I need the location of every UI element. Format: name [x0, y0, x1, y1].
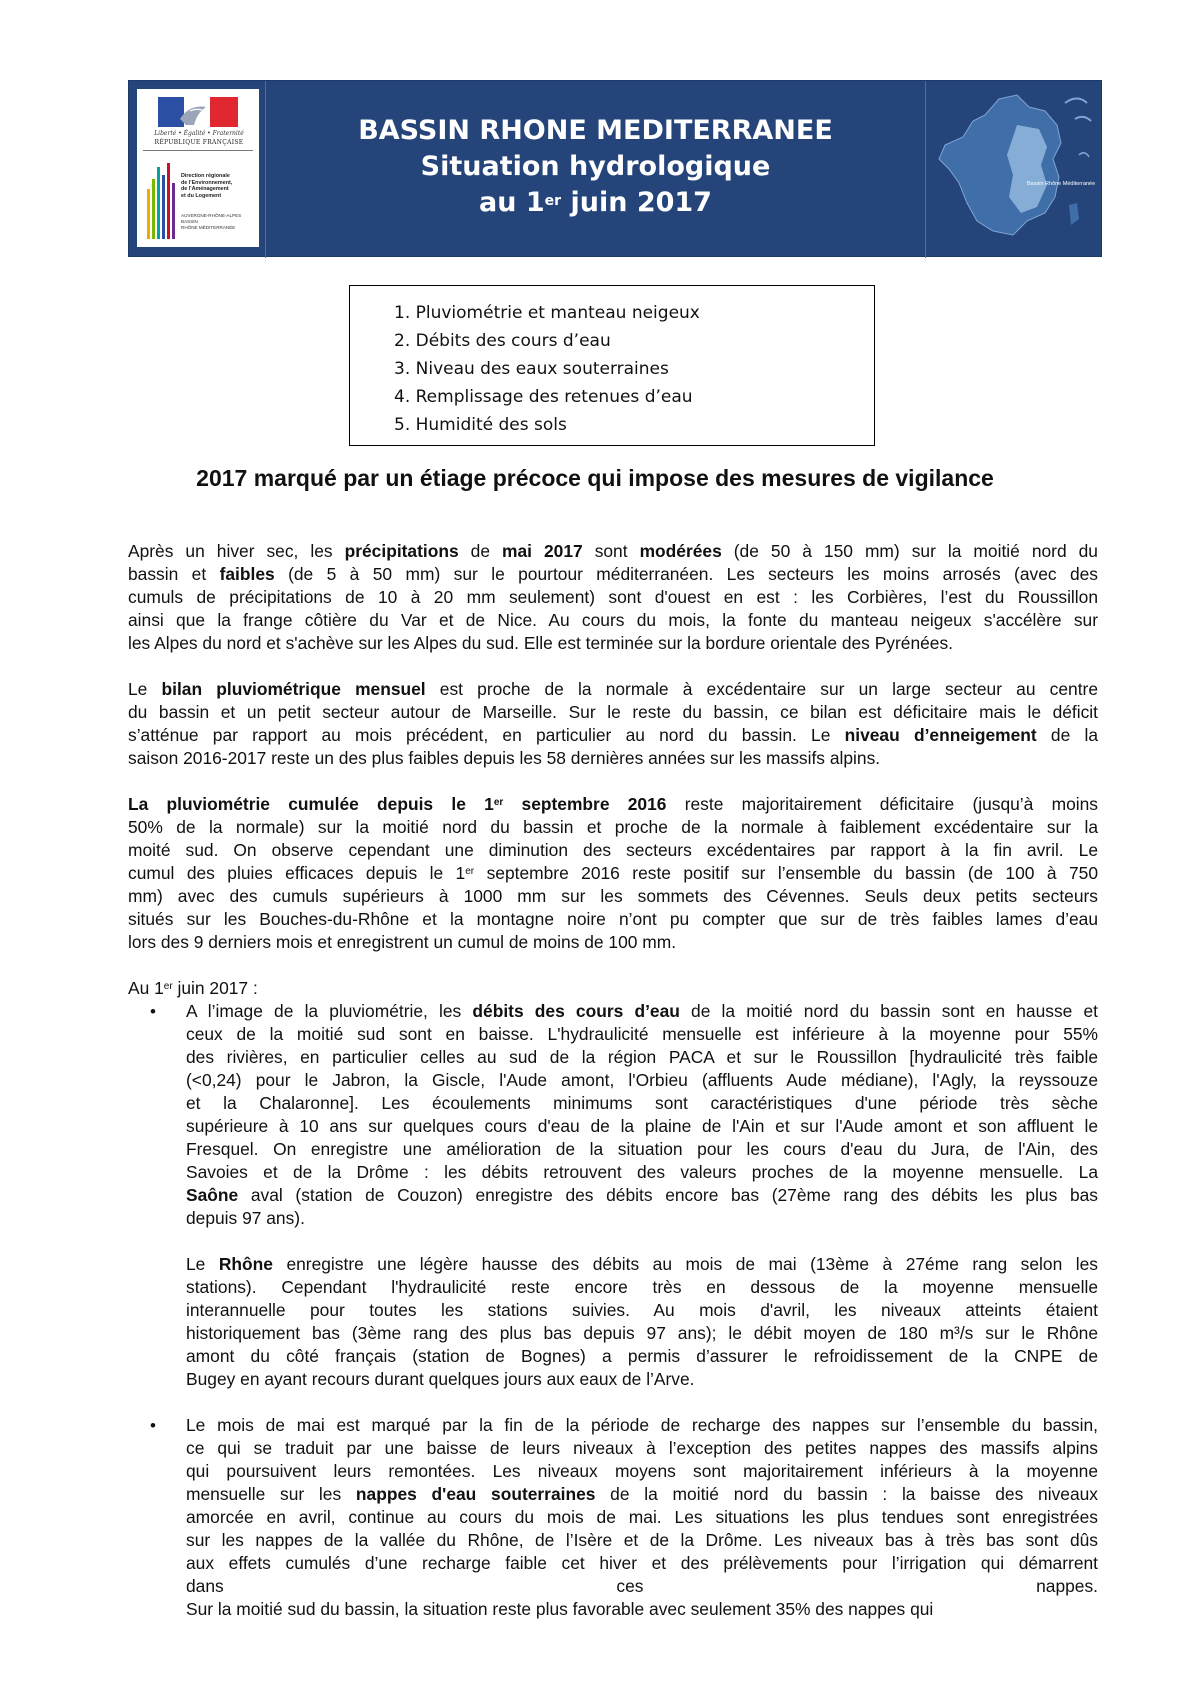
text-line [186, 1276, 1098, 1299]
text-segment: les Alpes du nord et s'achève sur les Alpes du sud. Elle est terminée sur la bordure orientale des Pyrénées. [128, 633, 954, 653]
text-line [186, 1253, 1098, 1276]
text-line [186, 1529, 1098, 1552]
text-line [128, 701, 1098, 724]
text-segment: des rivières, en particulier celles au sud de la région PACA et sur le Roussillon [hydraulicité très faible [186, 1047, 1098, 1067]
text-segment: Saône [186, 1185, 239, 1205]
toc-item: 3. Niveau des eaux souterraines [394, 359, 669, 379]
text-line [186, 1000, 1098, 1023]
logo-divider [143, 150, 253, 151]
text-segment: ce qui se traduit par une baisse de leurs niveaux à l’exception des petites nappes des massifs alpins [186, 1438, 1098, 1458]
marianne-logo-icon [150, 97, 246, 127]
text-segment: mensuelle sur les [186, 1484, 356, 1504]
text-segment: niveau d’enneigement [844, 725, 1037, 745]
text-line [128, 724, 1098, 747]
text-segment: interannuelle pour toutes les stations suivies. Au mois d'avril, les niveaux atteints étaient [186, 1300, 1098, 1320]
text-line [186, 1023, 1098, 1046]
text-segment: de la moitié nord du bassin sont en hausse et [679, 1001, 1098, 1021]
toc-item: 5. Humidité des sols [394, 415, 567, 435]
text-segment: septembre 2016 reste positif sur l’ensemble du bassin (de 100 à 750 [474, 863, 1099, 883]
text-segment: du bassin et un petit secteur autour de Marseille. Sur le reste du bassin, ce bilan est déficitaire mais le déficit [128, 702, 1098, 722]
text-segment: ceux de la moitié sud sont en baisse. L'hydraulicité mensuelle est inférieure à la moyenne pour 55% [186, 1024, 1098, 1044]
banner-separator [925, 81, 926, 258]
text-segment: précipitations [344, 541, 459, 561]
text-segment: saison 2016-2017 reste un des plus faibles depuis les 58 dernières années sur les massifs alpins. [128, 748, 881, 768]
text-line [186, 1322, 1098, 1345]
text-line [128, 793, 1098, 816]
text-line [186, 1414, 1098, 1437]
title-line-2: Situation hydrologique [420, 151, 771, 182]
text-line [186, 1069, 1098, 1092]
text-segment: aval (station de Couzon) enregistre des débits encore bas (27ème rang des débits les plus bas [238, 1185, 1098, 1205]
text-line [128, 609, 1098, 632]
text-segment: amont du côté français (station de Bognes) a permis d’assurer le refroidissement de la CNPE de [186, 1346, 1098, 1366]
text-segment: stations). Cependant l'hydraulicité reste encore très en dessous de la moyenne mensuelle [186, 1277, 1098, 1297]
toc-item: 4. Remplissage des retenues d’eau [394, 387, 693, 407]
text-segment: aux effets cumulés d’une recharge faible cet hiver et des prélèvements pour l’irrigation qui démarrent [186, 1553, 1098, 1573]
text-segment: La pluviométrie cumulée depuis le 1 [128, 794, 494, 814]
toc-item: 1. Pluviométrie et manteau neigeux [394, 303, 700, 323]
dreal-region: AUVERGNE-RHÔNE-ALPES BASSIN RHÔNE MÉDITERRANÉE [181, 213, 242, 230]
text-line [128, 931, 1098, 954]
text-segment: supérieure à 10 ans sur quelques cours d'eau de la plaine de l'Ain et sur l'Aude amont et son affluent le [186, 1116, 1098, 1136]
text-line [186, 1299, 1098, 1322]
text-line [186, 1506, 1098, 1529]
paragraph-intro [128, 977, 1098, 1000]
text-line [128, 908, 1098, 931]
text-segment: cumuls de précipitations de 10 à 20 mm seulement) sont d'ouest en est : les Corbières, l’est du Roussillon [128, 587, 1098, 607]
text-segment: Fresquel. On enregistre une amélioration de la situation pour les cours d'eau du Jura, de l'Ain, des [186, 1139, 1098, 1159]
text-segment: nappes d'eau souterraines [355, 1484, 596, 1504]
text-segment: amorcée en avril, continue au cours du mois de mai. Les situations les plus tendues sont enregistrées [186, 1507, 1098, 1527]
text-segment: s’atténue par rapport au mois précédent, en particulier au nord du bassin. Le [128, 725, 845, 745]
text-line [128, 586, 1098, 609]
text-line [128, 563, 1098, 586]
text-segment: Après un hiver sec, les [128, 541, 345, 561]
text-line [186, 1161, 1098, 1184]
text-segment: Le [186, 1254, 219, 1274]
text-segment: Au 1 [128, 978, 164, 998]
text-segment: qui poursuivent leurs remontées. Les niveaux moyens sont majoritairement inférieurs à la moyenne [186, 1461, 1098, 1481]
text-line [128, 862, 1098, 885]
text-segment: (de 5 à 50 mm) sur le pourtour méditerranéen. Les secteurs les moins arrosés (avec des [274, 564, 1098, 584]
logo-motto: Liberté • Égalité • Fraternité [154, 130, 244, 137]
text-segment: 50% de la normale) sur la moitié nord du bassin et proche de la normale à faiblement excédentaire sur la [128, 817, 1098, 837]
text-segment: ainsi que la frange côtière du Var et de Nice. Au cours du mois, la fonte du manteau neigeux s'accélère sur [128, 610, 1098, 630]
text-segment: débits des cours d’eau [472, 1001, 680, 1021]
text-segment: (de 50 à 150 mm) sur la moitié nord du [721, 541, 1098, 561]
text-segment: cumul des pluies efficaces depuis le 1 [128, 863, 466, 883]
text-line [186, 1368, 1098, 1391]
logo-republique: RÉPUBLIQUE FRANÇAISE [154, 139, 244, 146]
bullet-marker: • [150, 1002, 156, 1021]
text-segment: A l’image de la pluviométrie, les [186, 1001, 473, 1021]
text-segment: de la [1036, 725, 1098, 745]
paragraph-precipitations [128, 540, 1098, 655]
document-title [266, 113, 925, 221]
text-segment: er [493, 797, 504, 808]
text-segment: de la moitié nord du bassin : la baisse des niveaux [595, 1484, 1098, 1504]
paragraph-cumul [128, 793, 1098, 954]
dreal-name: Direction régionale de l'Environnement, de l'Aménagement et du Logement [181, 173, 233, 199]
section-heading: 2017 marqué par un étiage précoce qui impose des mesures de vigilance [196, 465, 994, 491]
header-banner [128, 80, 1102, 257]
dreal-color-bars-icon [145, 161, 181, 241]
text-line [128, 816, 1098, 839]
text-line [128, 839, 1098, 862]
toc-item: 2. Débits des cours d’eau [394, 331, 611, 351]
toc-list [394, 299, 700, 439]
text-line [186, 1437, 1098, 1460]
text-line [186, 1115, 1098, 1138]
text-segment: sur les nappes de la vallée du Rhône, de l’Isère et de la Drôme. Les niveaux bas à très bas sont dûs [186, 1530, 1098, 1550]
map-label: Bassin Rhône Méditerranée [1027, 181, 1096, 187]
paragraph-rhone [186, 1253, 1098, 1391]
text-line [186, 1575, 1098, 1598]
text-line [128, 977, 1098, 1000]
text-segment: sont [582, 541, 640, 561]
text-segment: er [465, 866, 475, 877]
text-line [186, 1138, 1098, 1161]
text-line [186, 1207, 1098, 1230]
text-segment: Rhône [218, 1254, 273, 1274]
text-line [186, 1092, 1098, 1115]
text-segment: dans ces nappes. [186, 1576, 1098, 1596]
text-segment: et la Chalaronne]. Les écoulements minimums sont caractéristiques d'une période très sèche [186, 1093, 1098, 1113]
text-line [128, 747, 1098, 770]
text-segment: lors des 9 derniers mois et enregistrent un cumul de moins de 100 mm. [128, 932, 677, 952]
text-segment: enregistre une légère hausse des débits au mois de mai (13ème à 27éme rang selon les [272, 1254, 1098, 1274]
bullet-marker: • [150, 1416, 156, 1435]
text-segment: mai 2017 [502, 541, 583, 561]
text-segment: Bugey en ayant recours durant quelques jours aux eaux de l’Arve. [186, 1369, 695, 1389]
text-segment: modérées [639, 541, 722, 561]
text-segment: septembre 2016 [503, 794, 667, 814]
text-segment: situés sur les Bouches-du-Rhône et la montagne noire n’ont pu compter que sur de très faibles lames d’eau [128, 909, 1098, 929]
text-segment: reste majoritairement déficitaire (jusqu’à moins [666, 794, 1099, 814]
text-line [128, 885, 1098, 908]
text-segment: er [163, 981, 173, 992]
table-of-contents [349, 285, 875, 446]
text-segment: bilan pluviométrique mensuel [161, 679, 426, 699]
title-line-3: au 1er juin 2017 [479, 187, 712, 218]
text-line [186, 1483, 1098, 1506]
title-line-1: BASSIN RHONE MEDITERRANEE [358, 115, 833, 146]
text-line [128, 678, 1098, 701]
text-line [186, 1460, 1098, 1483]
text-segment: mm) avec des cumuls supérieurs à 1000 mm sur les sommets des Cévennes. Seuls deux petits secteurs [128, 886, 1098, 906]
text-segment: bassin et [128, 564, 220, 584]
paragraph-bilan [128, 678, 1098, 770]
text-segment: depuis 97 ans). [186, 1208, 305, 1228]
text-segment: moité sud. On observe cependant une diminution des secteurs excédentaires par rapport à la fin avril. Le [128, 840, 1098, 860]
text-segment: historiquement bas (3ème rang des plus bas depuis 97 ans); le débit moyen de 180 m³/s sur le Rhône [186, 1323, 1098, 1343]
text-line [186, 1552, 1098, 1575]
france-map-icon [929, 85, 1099, 253]
text-segment: juin 2017 : [172, 978, 258, 998]
bullet-nappes [186, 1414, 1098, 1621]
text-line [128, 540, 1098, 563]
text-segment: (<0,24) pour le Jabron, la Giscle, l'Aude amont, l'Orbieu (affluents Aude médiane), l'Agly, la reyssouze [186, 1070, 1098, 1090]
text-segment: faibles [219, 564, 275, 584]
text-line [186, 1184, 1098, 1207]
text-segment: est proche de la normale à excédentaire sur un large secteur au centre [425, 679, 1098, 699]
dreal-logo [137, 89, 259, 247]
text-line [186, 1598, 1098, 1621]
text-segment: Savoies et de la Drôme : les débits retrouvent des valeurs proches de la moyenne mensuelle. La [186, 1162, 1098, 1182]
text-segment: Sur la moitié sud du bassin, la situation reste plus favorable avec seulement 35% des nappes qui [186, 1599, 934, 1619]
text-segment: de [458, 541, 503, 561]
text-segment: Le [128, 679, 162, 699]
text-line [186, 1345, 1098, 1368]
text-line [186, 1046, 1098, 1069]
text-segment: Le mois de mai est marqué par la fin de la période de recharge des nappes sur l’ensemble du bassin, [186, 1415, 1098, 1435]
text-line [128, 632, 1098, 655]
bullet-debits [186, 1000, 1098, 1230]
